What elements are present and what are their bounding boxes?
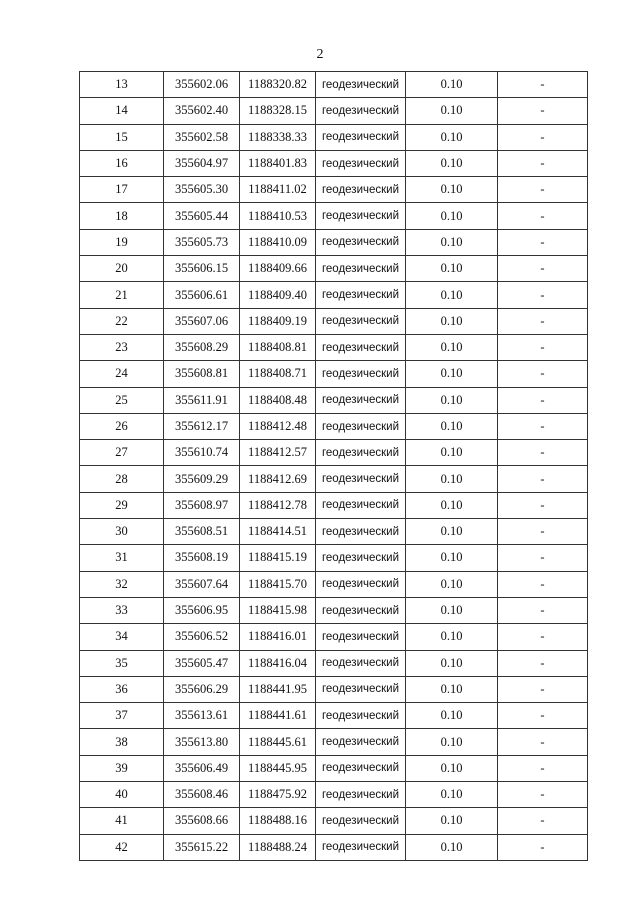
- cell-point-number: 32: [80, 571, 164, 597]
- cell-point-number: 37: [80, 703, 164, 729]
- table-row: [80, 676, 588, 702]
- cell-x-coordinate: 355606.15: [164, 256, 240, 282]
- table-row: [80, 519, 588, 545]
- cell-x-coordinate: 355611.91: [164, 387, 240, 413]
- cell-accuracy: 0.10: [406, 203, 498, 229]
- cell-y-coordinate: 1188488.16: [240, 808, 316, 834]
- cell-x-coordinate: 355613.61: [164, 703, 240, 729]
- cell-method: геодезический: [316, 729, 406, 755]
- cell-point-number: 26: [80, 413, 164, 439]
- table-row: [80, 334, 588, 360]
- cell-method: геодезический: [316, 676, 406, 702]
- cell-y-coordinate: 1188409.19: [240, 308, 316, 334]
- table-row: [80, 256, 588, 282]
- table-row: [80, 150, 588, 176]
- table-row: [80, 834, 588, 860]
- cell-accuracy: 0.10: [406, 597, 498, 623]
- cell-method: геодезический: [316, 834, 406, 860]
- cell-accuracy: 0.10: [406, 834, 498, 860]
- cell-x-coordinate: 355606.49: [164, 755, 240, 781]
- cell-note: -: [498, 782, 588, 808]
- cell-point-number: 30: [80, 519, 164, 545]
- cell-method: геодезический: [316, 571, 406, 597]
- cell-point-number: 28: [80, 466, 164, 492]
- cell-y-coordinate: 1188412.78: [240, 492, 316, 518]
- cell-y-coordinate: 1188416.01: [240, 624, 316, 650]
- cell-point-number: 29: [80, 492, 164, 518]
- cell-accuracy: 0.10: [406, 676, 498, 702]
- cell-note: -: [498, 729, 588, 755]
- cell-method: геодезический: [316, 177, 406, 203]
- cell-accuracy: 0.10: [406, 808, 498, 834]
- cell-point-number: 22: [80, 308, 164, 334]
- table-row: [80, 597, 588, 623]
- cell-accuracy: 0.10: [406, 334, 498, 360]
- cell-x-coordinate: 355608.46: [164, 782, 240, 808]
- cell-note: -: [498, 98, 588, 124]
- cell-y-coordinate: 1188415.70: [240, 571, 316, 597]
- cell-point-number: 20: [80, 256, 164, 282]
- cell-y-coordinate: 1188441.61: [240, 703, 316, 729]
- cell-note: -: [498, 466, 588, 492]
- coordinates-table: [79, 71, 588, 861]
- table-row: [80, 729, 588, 755]
- cell-note: -: [498, 256, 588, 282]
- table-row: [80, 808, 588, 834]
- cell-y-coordinate: 1188410.53: [240, 203, 316, 229]
- cell-x-coordinate: 355604.97: [164, 150, 240, 176]
- table-row: [80, 98, 588, 124]
- cell-x-coordinate: 355602.58: [164, 124, 240, 150]
- cell-y-coordinate: 1188328.15: [240, 98, 316, 124]
- cell-accuracy: 0.10: [406, 308, 498, 334]
- cell-point-number: 41: [80, 808, 164, 834]
- cell-method: геодезический: [316, 229, 406, 255]
- cell-point-number: 16: [80, 150, 164, 176]
- cell-accuracy: 0.10: [406, 571, 498, 597]
- cell-accuracy: 0.10: [406, 72, 498, 98]
- cell-note: -: [498, 440, 588, 466]
- cell-method: геодезический: [316, 703, 406, 729]
- cell-y-coordinate: 1188401.83: [240, 150, 316, 176]
- cell-note: -: [498, 545, 588, 571]
- table-row: [80, 282, 588, 308]
- cell-x-coordinate: 355606.52: [164, 624, 240, 650]
- table-row: [80, 545, 588, 571]
- cell-accuracy: 0.10: [406, 256, 498, 282]
- cell-accuracy: 0.10: [406, 229, 498, 255]
- cell-note: -: [498, 72, 588, 98]
- cell-y-coordinate: 1188441.95: [240, 676, 316, 702]
- cell-method: геодезический: [316, 387, 406, 413]
- cell-note: -: [498, 676, 588, 702]
- cell-y-coordinate: 1188408.48: [240, 387, 316, 413]
- cell-x-coordinate: 355605.44: [164, 203, 240, 229]
- cell-note: -: [498, 177, 588, 203]
- cell-method: геодезический: [316, 440, 406, 466]
- table-row: [80, 72, 588, 98]
- cell-note: -: [498, 334, 588, 360]
- cell-y-coordinate: 1188412.48: [240, 413, 316, 439]
- cell-note: -: [498, 834, 588, 860]
- cell-note: -: [498, 519, 588, 545]
- cell-method: геодезический: [316, 597, 406, 623]
- cell-point-number: 25: [80, 387, 164, 413]
- cell-x-coordinate: 355606.95: [164, 597, 240, 623]
- cell-accuracy: 0.10: [406, 282, 498, 308]
- cell-accuracy: 0.10: [406, 177, 498, 203]
- cell-accuracy: 0.10: [406, 124, 498, 150]
- cell-point-number: 19: [80, 229, 164, 255]
- table-row: [80, 782, 588, 808]
- cell-method: геодезический: [316, 282, 406, 308]
- cell-method: геодезический: [316, 519, 406, 545]
- cell-point-number: 27: [80, 440, 164, 466]
- cell-point-number: 36: [80, 676, 164, 702]
- cell-y-coordinate: 1188408.81: [240, 334, 316, 360]
- cell-note: -: [498, 203, 588, 229]
- cell-note: -: [498, 571, 588, 597]
- cell-point-number: 14: [80, 98, 164, 124]
- cell-method: геодезический: [316, 124, 406, 150]
- cell-x-coordinate: 355612.17: [164, 413, 240, 439]
- page-number: 2: [316, 47, 324, 62]
- cell-y-coordinate: 1188415.19: [240, 545, 316, 571]
- cell-y-coordinate: 1188412.69: [240, 466, 316, 492]
- cell-note: -: [498, 413, 588, 439]
- cell-note: -: [498, 282, 588, 308]
- cell-method: геодезический: [316, 650, 406, 676]
- cell-y-coordinate: 1188445.95: [240, 755, 316, 781]
- cell-x-coordinate: 355608.97: [164, 492, 240, 518]
- cell-point-number: 15: [80, 124, 164, 150]
- table-row: [80, 624, 588, 650]
- cell-accuracy: 0.10: [406, 387, 498, 413]
- cell-note: -: [498, 387, 588, 413]
- table-row: [80, 308, 588, 334]
- cell-note: -: [498, 492, 588, 518]
- cell-accuracy: 0.10: [406, 361, 498, 387]
- cell-method: геодезический: [316, 413, 406, 439]
- cell-point-number: 38: [80, 729, 164, 755]
- cell-accuracy: 0.10: [406, 519, 498, 545]
- table-row: [80, 387, 588, 413]
- cell-y-coordinate: 1188412.57: [240, 440, 316, 466]
- table-row: [80, 440, 588, 466]
- cell-x-coordinate: 355605.30: [164, 177, 240, 203]
- cell-method: геодезический: [316, 808, 406, 834]
- cell-accuracy: 0.10: [406, 703, 498, 729]
- cell-method: геодезический: [316, 203, 406, 229]
- table-row: [80, 571, 588, 597]
- cell-x-coordinate: 355608.81: [164, 361, 240, 387]
- cell-accuracy: 0.10: [406, 440, 498, 466]
- cell-point-number: 39: [80, 755, 164, 781]
- cell-point-number: 33: [80, 597, 164, 623]
- cell-x-coordinate: 355610.74: [164, 440, 240, 466]
- cell-method: геодезический: [316, 308, 406, 334]
- cell-y-coordinate: 1188410.09: [240, 229, 316, 255]
- cell-y-coordinate: 1188414.51: [240, 519, 316, 545]
- table-row: [80, 703, 588, 729]
- cell-x-coordinate: 355608.66: [164, 808, 240, 834]
- cell-method: геодезический: [316, 361, 406, 387]
- cell-accuracy: 0.10: [406, 729, 498, 755]
- cell-x-coordinate: 355607.06: [164, 308, 240, 334]
- cell-x-coordinate: 355606.61: [164, 282, 240, 308]
- cell-note: -: [498, 229, 588, 255]
- cell-note: -: [498, 755, 588, 781]
- cell-accuracy: 0.10: [406, 650, 498, 676]
- coordinates-table-body: [80, 72, 588, 861]
- cell-method: геодезический: [316, 334, 406, 360]
- cell-y-coordinate: 1188408.71: [240, 361, 316, 387]
- cell-x-coordinate: 355605.47: [164, 650, 240, 676]
- cell-accuracy: 0.10: [406, 782, 498, 808]
- cell-note: -: [498, 597, 588, 623]
- cell-method: геодезический: [316, 755, 406, 781]
- cell-y-coordinate: 1188475.92: [240, 782, 316, 808]
- cell-point-number: 21: [80, 282, 164, 308]
- cell-x-coordinate: 355608.19: [164, 545, 240, 571]
- table-row: [80, 492, 588, 518]
- cell-y-coordinate: 1188409.66: [240, 256, 316, 282]
- cell-accuracy: 0.10: [406, 150, 498, 176]
- cell-accuracy: 0.10: [406, 98, 498, 124]
- cell-accuracy: 0.10: [406, 492, 498, 518]
- cell-method: геодезический: [316, 98, 406, 124]
- table-row: [80, 413, 588, 439]
- cell-point-number: 23: [80, 334, 164, 360]
- cell-note: -: [498, 308, 588, 334]
- cell-accuracy: 0.10: [406, 755, 498, 781]
- cell-x-coordinate: 355608.29: [164, 334, 240, 360]
- cell-point-number: 35: [80, 650, 164, 676]
- cell-y-coordinate: 1188416.04: [240, 650, 316, 676]
- cell-note: -: [498, 808, 588, 834]
- table-row: [80, 361, 588, 387]
- cell-point-number: 13: [80, 72, 164, 98]
- cell-y-coordinate: 1188409.40: [240, 282, 316, 308]
- table-row: [80, 177, 588, 203]
- table-row: [80, 124, 588, 150]
- cell-x-coordinate: 355602.06: [164, 72, 240, 98]
- table-row: [80, 203, 588, 229]
- cell-accuracy: 0.10: [406, 413, 498, 439]
- cell-method: геодезический: [316, 150, 406, 176]
- table-row: [80, 650, 588, 676]
- cell-x-coordinate: 355615.22: [164, 834, 240, 860]
- cell-note: -: [498, 650, 588, 676]
- cell-y-coordinate: 1188320.82: [240, 72, 316, 98]
- cell-point-number: 40: [80, 782, 164, 808]
- cell-point-number: 42: [80, 834, 164, 860]
- cell-note: -: [498, 624, 588, 650]
- cell-method: геодезический: [316, 466, 406, 492]
- cell-note: -: [498, 150, 588, 176]
- table-row: [80, 466, 588, 492]
- cell-note: -: [498, 361, 588, 387]
- cell-x-coordinate: 355606.29: [164, 676, 240, 702]
- table-row: [80, 229, 588, 255]
- cell-method: геодезический: [316, 545, 406, 571]
- cell-point-number: 31: [80, 545, 164, 571]
- cell-x-coordinate: 355602.40: [164, 98, 240, 124]
- cell-x-coordinate: 355613.80: [164, 729, 240, 755]
- cell-accuracy: 0.10: [406, 545, 498, 571]
- cell-method: геодезический: [316, 256, 406, 282]
- cell-y-coordinate: 1188488.24: [240, 834, 316, 860]
- cell-point-number: 24: [80, 361, 164, 387]
- cell-point-number: 18: [80, 203, 164, 229]
- cell-method: геодезический: [316, 492, 406, 518]
- cell-method: геодезический: [316, 72, 406, 98]
- cell-accuracy: 0.10: [406, 624, 498, 650]
- cell-accuracy: 0.10: [406, 466, 498, 492]
- cell-note: -: [498, 124, 588, 150]
- cell-x-coordinate: 355608.51: [164, 519, 240, 545]
- cell-y-coordinate: 1188338.33: [240, 124, 316, 150]
- cell-y-coordinate: 1188415.98: [240, 597, 316, 623]
- cell-x-coordinate: 355609.29: [164, 466, 240, 492]
- cell-point-number: 17: [80, 177, 164, 203]
- cell-method: геодезический: [316, 624, 406, 650]
- table-row: [80, 755, 588, 781]
- cell-note: -: [498, 703, 588, 729]
- cell-y-coordinate: 1188411.02: [240, 177, 316, 203]
- cell-x-coordinate: 355607.64: [164, 571, 240, 597]
- cell-y-coordinate: 1188445.61: [240, 729, 316, 755]
- cell-point-number: 34: [80, 624, 164, 650]
- cell-method: геодезический: [316, 782, 406, 808]
- cell-x-coordinate: 355605.73: [164, 229, 240, 255]
